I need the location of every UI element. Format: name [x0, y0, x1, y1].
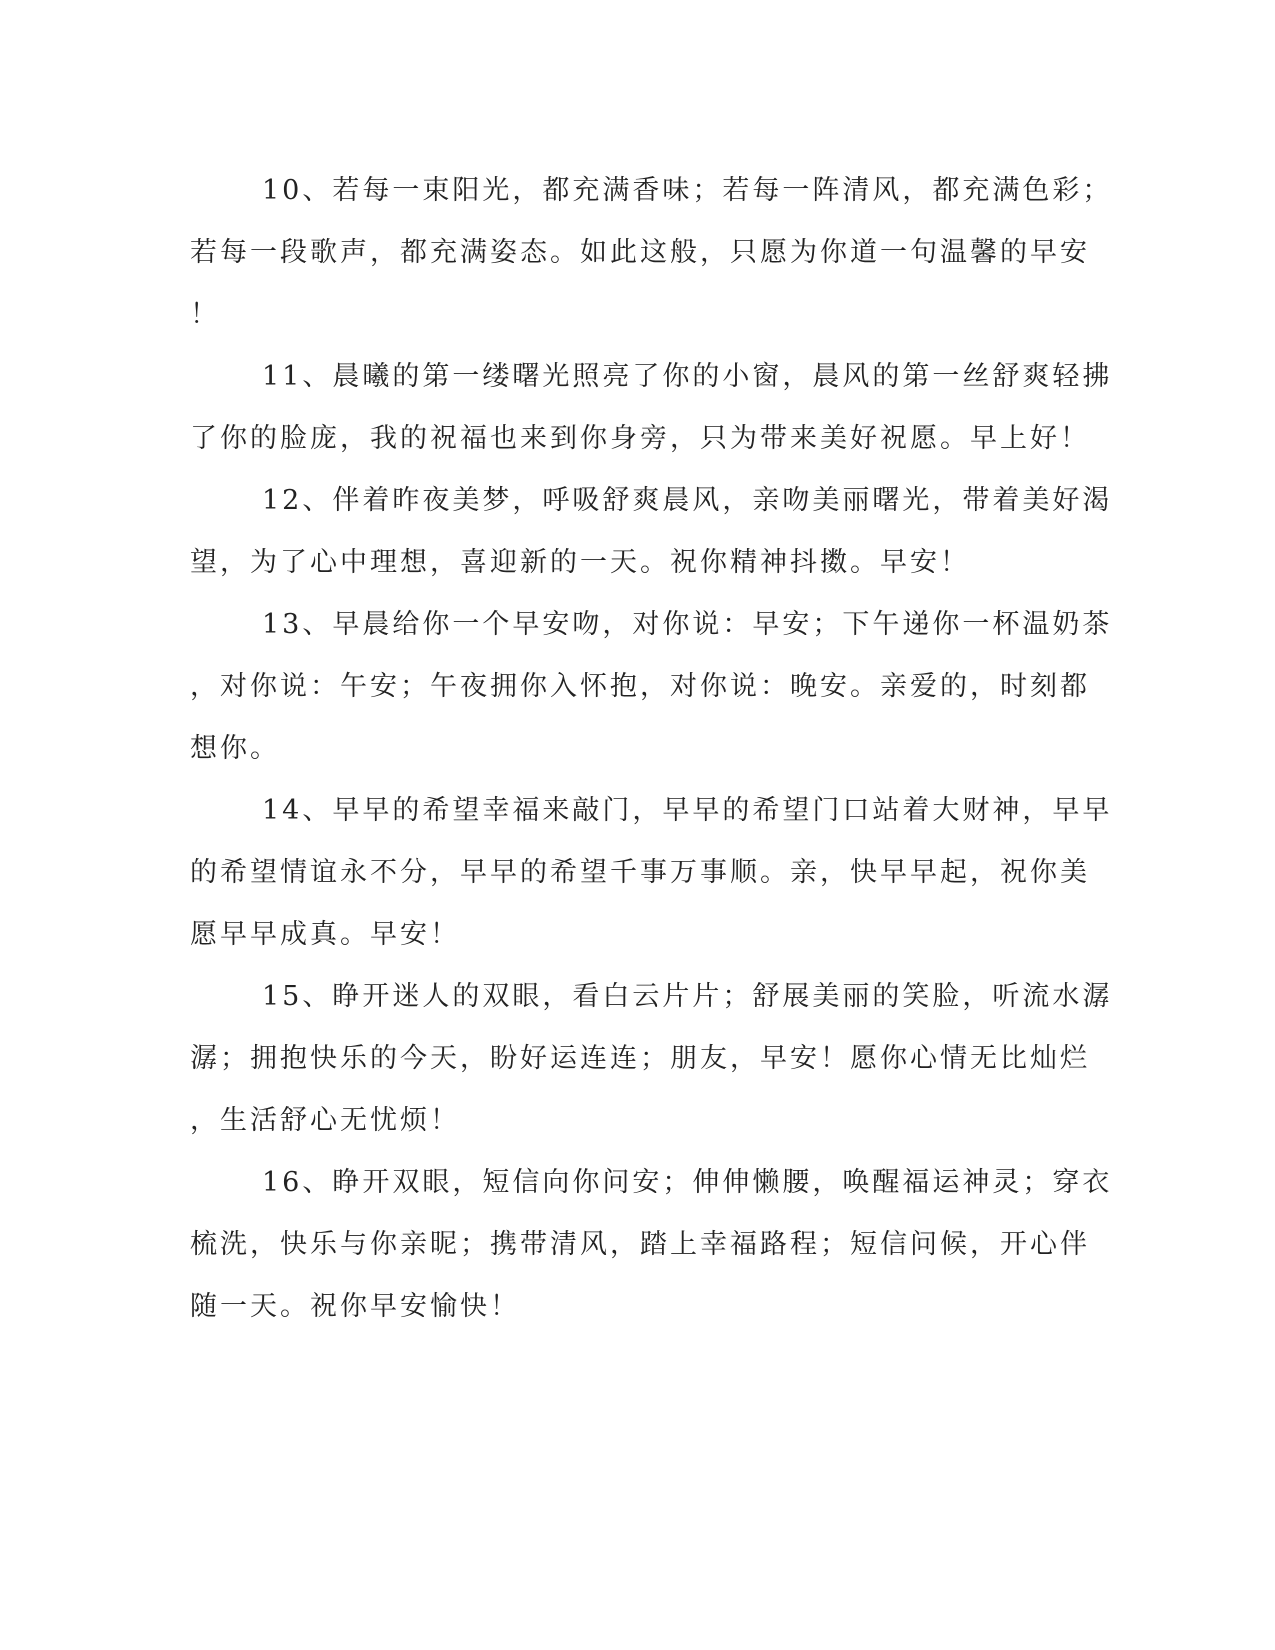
- text-line: 的希望情谊永不分，早早的希望千事万事顺。亲，快早早起，祝你美: [190, 857, 1090, 888]
- paragraph-16: [190, 1152, 1113, 1338]
- paragraph-11: [190, 346, 1113, 470]
- text-line: 望，为了心中理想，喜迎新的一天。祝你精神抖擞。早安！: [190, 547, 970, 578]
- text-line: 13、早晨给你一个早安吻，对你说：早安；下午递你一杯温奶茶: [262, 609, 1113, 640]
- text-line: 潺；拥抱快乐的今天，盼好运连连；朋友，早安！愿你心情无比灿烂: [190, 1043, 1090, 1074]
- paragraph-14: [190, 780, 1113, 966]
- text-line: ，对你说：午安；午夜拥你入怀抱，对你说：晚安。亲爱的，时刻都: [190, 671, 1090, 702]
- text-line: 14、早早的希望幸福来敲门，早早的希望门口站着大财神，早早: [262, 795, 1113, 826]
- text-line: 16、睁开双眼，短信向你问安；伸伸懒腰，唤醒福运神灵；穿衣: [262, 1167, 1113, 1198]
- text-line: 10、若每一束阳光，都充满香味；若每一阵清风，都充满色彩；: [262, 175, 1113, 206]
- paragraph-15: [190, 966, 1113, 1152]
- paragraph-13: [190, 594, 1113, 780]
- text-line: 若每一段歌声，都充满姿态。如此这般，只愿为你道一句温馨的早安: [190, 237, 1090, 268]
- text-line: 15、睁开迷人的双眼，看白云片片；舒展美丽的笑脸，听流水潺: [262, 981, 1113, 1012]
- document-body: [190, 160, 1113, 1338]
- text-line: 愿早早成真。早安！: [190, 919, 460, 950]
- text-line: 12、伴着昨夜美梦，呼吸舒爽晨风，亲吻美丽曙光，带着美好渴: [262, 485, 1113, 516]
- text-line: ，生活舒心无忧烦！: [190, 1105, 460, 1136]
- text-line: 想你。: [190, 733, 280, 764]
- text-line: 了你的脸庞，我的祝福也来到你身旁，只为带来美好祝愿。早上好！: [190, 423, 1090, 454]
- text-line: 梳洗，快乐与你亲昵；携带清风，踏上幸福路程；短信问候，开心伴: [190, 1229, 1090, 1260]
- paragraph-10: [190, 160, 1113, 346]
- text-line: ！: [190, 299, 220, 330]
- paragraph-12: [190, 470, 1113, 594]
- text-line: 11、晨曦的第一缕曙光照亮了你的小窗，晨风的第一丝舒爽轻拂: [262, 361, 1113, 392]
- text-line: 随一天。祝你早安愉快！: [190, 1291, 520, 1322]
